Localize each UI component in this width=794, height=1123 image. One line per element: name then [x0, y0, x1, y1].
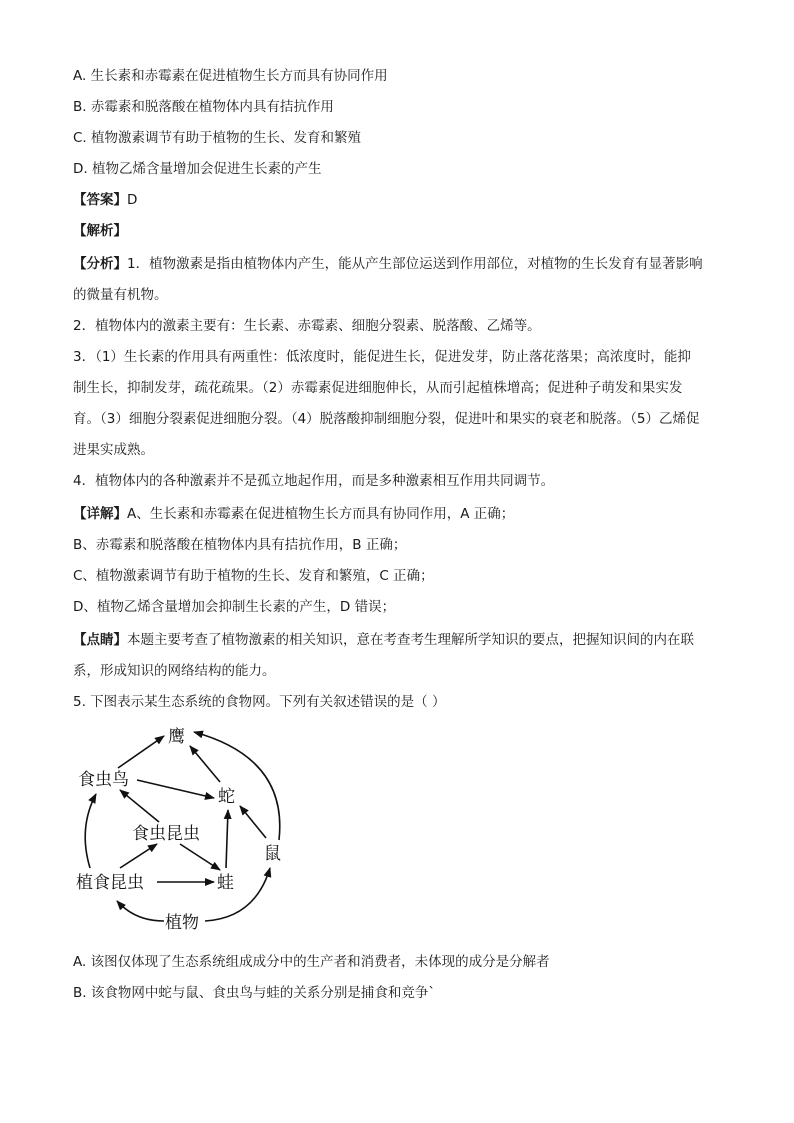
detail-line-4: D、植物乙烯含量增加会抑制生长素的产生，D 错误；: [73, 599, 396, 615]
arrow-herbivorous-insect-bird: [85, 794, 96, 868]
node-eagle: 鹰: [168, 727, 185, 747]
node-snake: 蛇: [218, 787, 235, 807]
fenxi-text: 1．植物激素是指由植物体内产生，能从产生部位运送到作用部位，对植物的生长发育有显著影响: [127, 256, 703, 272]
fenxi-tag: 【分析】: [73, 256, 127, 272]
comment-line-1: [73, 630, 694, 650]
arrow-snake-eagle: [190, 746, 220, 782]
detail-line-1: [73, 504, 514, 524]
option-c-prev: C. 植物激素调节有助于植物的生长、发育和繁殖: [73, 130, 362, 146]
answer-line: [73, 190, 137, 210]
point-2: 2．植物体内的激素主要有：生长素、赤霉素、细胞分裂素、脱落酸、乙烯等。: [73, 318, 541, 334]
point-4: 4．植物体内的各种激素并不是孤立地起作用，而是多种激素相互作用共同调节。: [73, 473, 555, 489]
option-a: A. 该图仅体现了生态系统组成成分中的生产者和消费者，未体现的成分是分解者: [73, 954, 550, 970]
node-mouse: 鼠: [264, 844, 281, 864]
option-a-prev: A. 生长素和赤霉素在促进植物生长方而具有协同作用: [73, 68, 388, 84]
node-insectivorous-bird: 食虫鸟: [78, 770, 129, 790]
option-b: B. 该食物网中蛇与鼠、食虫鸟与蛙的关系分别是捕食和竞争`: [73, 985, 436, 1001]
arrow-mouse-snake: [240, 806, 266, 838]
node-insectivorous-insect: 食虫昆虫: [132, 824, 200, 844]
detail-line-2: B、赤霉素和脱落酸在植物体内具有拮抗作用，B 正确；: [73, 537, 407, 553]
option-d-prev: D. 植物乙烯含量增加会促进生长素的产生: [73, 161, 322, 177]
fenxi-line-1: [73, 254, 703, 274]
point-3-line-1: 3．（1）生长素的作用具有两重性：低浓度时，能促进生长，促进发芽，防止落花落果；高浓度时，能抑: [73, 349, 691, 365]
arrow-insect-bird: [120, 790, 159, 822]
question-5-stem: 5. 下图表示某生态系统的食物网。下列有关叙述错误的是（ ）: [73, 694, 446, 710]
detail-line-3: C、植物激素调节有助于植物的生长、发育和繁殖，C 正确；: [73, 568, 434, 584]
option-b-prev: B. 赤霉素和脱落酸在植物体内具有拮抗作用: [73, 99, 334, 115]
point-3-line-3: 育。（3）细胞分裂素促进细胞分裂。（4）脱落酸抑制细胞分裂，促进叶和果实的衰老和脱落。（5）乙烯促: [73, 411, 700, 427]
arrow-plant-herbivorous-insect: [117, 901, 164, 921]
comment-text: 本题主要考查了植物激素的相关知识，意在考查考生理解所学知识的要点，把握知识间的内在联: [127, 632, 694, 648]
comment-line-2: 系，形成知识的网络结构的能力。: [73, 663, 276, 679]
detail-tag: 【详解】: [73, 506, 127, 522]
detail-text: A、生长素和赤霉素在促进植物生长方而具有协同作用，A 正确；: [127, 506, 515, 522]
analysis-tag: 【解析】: [73, 223, 127, 239]
point-3-line-2: 制生长，抑制发芽，疏花疏果。（2）赤霉素促进细胞伸长，从而引起植株增高；促进种子萌发和果实发: [73, 380, 683, 396]
arrow-bird-snake: [137, 780, 214, 798]
point-3-line-4: 进果实成熟。: [73, 442, 154, 458]
answer-text: D: [127, 192, 138, 208]
arrow-plant-mouse: [205, 868, 270, 921]
arrow-herbivorous-insect-insect: [120, 844, 157, 868]
arrow-frog-snake: [226, 810, 228, 868]
food-web-diagram: [60, 718, 320, 940]
arrow-mouse-eagle: [194, 732, 280, 840]
node-frog: 蛙: [217, 873, 234, 893]
fenxi-line-2: 的微量有机物。: [73, 287, 168, 303]
analysis-heading: [73, 221, 127, 241]
node-herbivorous-insect: 植食昆虫: [76, 873, 144, 893]
answer-tag: 【答案】: [73, 192, 127, 208]
comment-tag: 【点睛】: [73, 632, 127, 648]
node-plant: 植物: [165, 913, 199, 933]
arrow-insect-frog: [180, 844, 220, 870]
arrow-bird-eagle: [118, 736, 164, 768]
